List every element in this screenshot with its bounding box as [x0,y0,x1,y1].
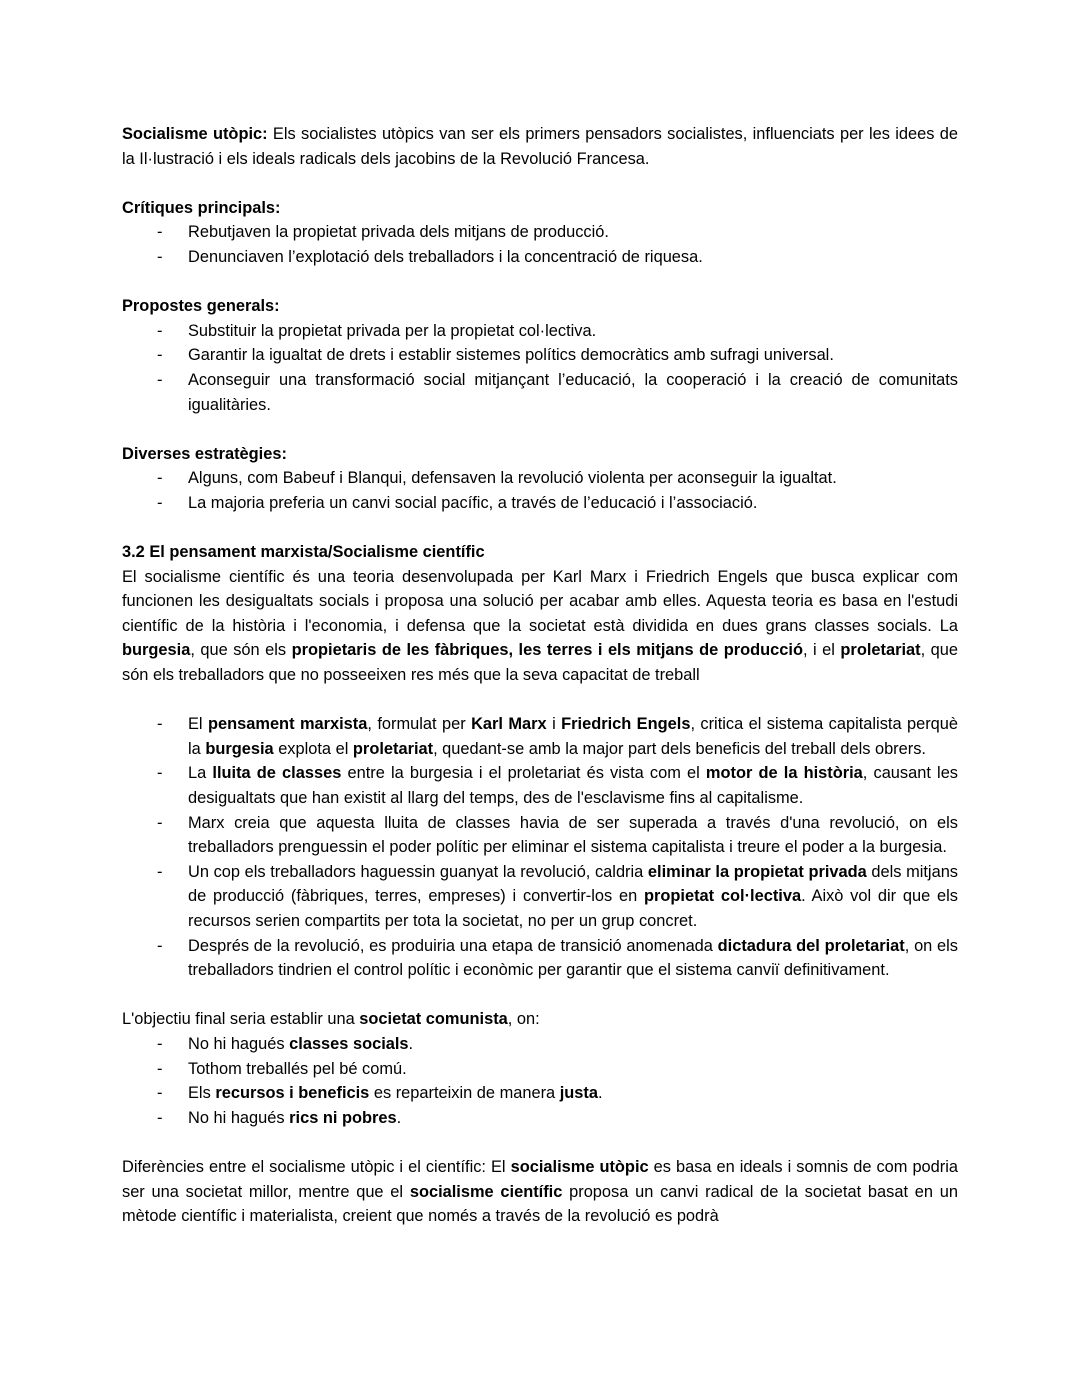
list-item [122,368,958,417]
list-item-text [188,814,958,857]
dash-bullet-icon: - [157,936,163,955]
emphasis-text: pensament marxista [208,715,368,734]
body-text: dels mitjans de producció (fàbriques, terres, empreses) i convertir-los en [188,862,958,906]
list-item-text [188,937,958,980]
body-text: El [188,715,208,734]
dash-bullet-icon: - [157,1084,163,1103]
list-item-text [188,1084,603,1102]
list-item [122,220,958,245]
dash-bullet-icon: - [157,862,163,881]
emphasis-text: societat comunista [359,1010,508,1029]
list-item-text [188,715,958,758]
proposals-list [122,319,958,417]
body-text: La [188,764,213,783]
list-item-text: La majoria preferia un canvi social pacífic, a través de l’educació i l’associació. [188,493,758,512]
list-item [122,1081,958,1106]
body-text: i [546,715,562,734]
proposals-heading: Propostes generals: [122,297,280,316]
dash-bullet-icon: - [157,346,163,365]
communist-society-list [122,1032,958,1130]
list-item-text [188,764,958,807]
body-text: Després de la revolució, es produiria una etapa de transició anomenada [188,936,718,955]
emphasis-text: eliminar la propietat privada [647,862,867,881]
marxist-bullet-list [122,712,958,983]
list-item [122,1057,958,1082]
list-item-text [188,1060,407,1078]
list-item-text: Garantir la igualtat de drets i establir sistemes polítics democràtics amb sufragi universal. [188,346,834,365]
list-item-text: Substituir la propietat privada per la propietat col·lectiva. [188,321,597,340]
list-item [122,860,958,934]
dash-bullet-icon: - [157,493,163,512]
list-item-text [188,1035,413,1053]
document-body [122,122,958,1229]
list-item [122,811,958,860]
list-item-text [188,863,958,930]
body-text: No hi hagués [188,1108,290,1127]
list-item [122,1106,958,1131]
list-item [122,934,958,983]
dash-bullet-icon: - [157,247,163,266]
list-item [122,319,958,344]
utopian-intro-text: Els socialistes utòpics van ser els primers pensadors socialistes, influenciats per les idees de la Il·lustració i els ideals radicals dels jacobins de la Revolució Francesa. [122,125,958,168]
list-item-text: Aconseguir una transformació social mitjançant l’educació, la cooperació i la creació de comunitats igualitàries. [188,370,958,414]
emphasis-text: propietat col·lectiva [644,887,802,906]
body-text: es reparteixin de manera [369,1084,560,1103]
spacer [122,1130,958,1155]
list-item-text: Rebutjaven la propietat privada dels mitjans de producció. [188,223,609,242]
critiques-list [122,220,958,269]
emphasis-text: burgesia [122,641,191,660]
body-text: , formulat per [367,715,472,734]
body-text: proposa un canvi radical de la societat basat en un mètode científic i materialista, creient que només a través de la revolució es podrà [122,1182,958,1226]
body-text: Els [188,1084,216,1103]
emphasis-text: Friedrich Engels [561,715,691,734]
body-text: , critica el sistema capitalista perquè la [188,715,959,758]
list-item [122,761,958,810]
marxist-paragraph [122,565,958,688]
list-item [122,466,958,491]
list-item-text: Denunciaven l’explotació dels treballadors i la concentració de riquesa. [188,247,703,266]
dash-bullet-icon: - [157,715,163,734]
list-item [122,491,958,516]
emphasis-text: recursos i beneficis [215,1084,370,1103]
emphasis-text: socialisme utòpic [510,1157,649,1176]
dash-bullet-icon: - [157,223,163,242]
body-text: Diferències entre el socialisme utòpic i el científic: El [122,1157,511,1176]
dash-bullet-icon: - [157,1059,163,1078]
emphasis-text: motor de la història [705,764,863,783]
list-item [122,712,958,761]
dash-bullet-icon: - [157,370,163,389]
spacer [122,983,958,1008]
body-text: , on: [507,1010,540,1029]
dash-bullet-icon: - [157,321,163,340]
body-text: Un cop els treballadors haguessin guanyat la revolució, caldria [188,862,648,881]
spacer [122,688,958,713]
spacer [122,516,958,541]
emphasis-text: proletariat [840,641,921,660]
emphasis-text: classes socials [289,1034,409,1053]
spacer [122,417,958,442]
list-item [122,343,958,368]
body-text: . Això vol dir que els recursos serien compartits per tota la societat, no per un grup concret. [188,887,958,930]
emphasis-text: burgesia [205,739,274,758]
body-text: No hi hagués [188,1034,290,1053]
dash-bullet-icon: - [157,764,163,783]
emphasis-text: socialisme científic [409,1182,563,1201]
body-text: , i el [802,641,841,660]
body-text: , que són els [190,641,292,660]
list-item [122,245,958,270]
emphasis-text: lluita de classes [212,764,342,783]
body-text: , que són els treballadors que no posseeixen res més que la seva capacitat de treball [122,641,958,685]
dash-bullet-icon: - [157,1034,163,1053]
list-item-text [188,1109,401,1127]
body-text: entre la burgesia i el proletariat és vista com el [341,764,706,783]
dash-bullet-icon: - [157,813,163,832]
body-text: L'objectiu final seria establir una [122,1010,360,1029]
body-text: explota el [273,739,353,758]
strategies-list [122,466,958,515]
dash-bullet-icon: - [157,469,163,488]
dash-bullet-icon: - [157,1108,163,1127]
emphasis-text: propietaris de les fàbriques, les terres i els mitjans de producció [291,641,803,660]
emphasis-text: Karl Marx [471,715,547,734]
spacer [122,270,958,295]
strategies-heading: Diverses estratègies: [122,444,287,463]
body-text: . [396,1108,402,1127]
communist-society-lead [122,1007,958,1032]
differences-paragraph [122,1155,958,1229]
utopian-intro-paragraph [122,122,958,171]
section-heading-3-2: 3.2 El pensament marxista/Socialisme científic [122,543,485,562]
emphasis-text: rics ni pobres [289,1108,397,1127]
utopian-intro-lead: Socialisme utòpic: [122,125,268,143]
emphasis-text: justa [559,1084,598,1103]
body-text: es basa en ideals i somnis de com podria ser una societat millor, mentre que el [122,1157,959,1201]
critiques-heading: Crítiques principals: [122,198,281,217]
body-text: El socialisme científic és una teoria desenvolupada per Karl Marx i Friedrich Engels que busca explicar com funcionen les desigualtats socials i proposa una solució per acabar amb elles. Aquesta teoria es basa en l'estudi científic de la història i l'economia, i defensa que la societat està dividida en dues grans classes socials. La [122,567,958,635]
body-text: , quedant-se amb la major part dels beneficis del treball dels obrers. [433,739,926,758]
body-text: Tothom treballés pel bé comú. [188,1059,407,1078]
body-text: , causant les desigualtats que han existit al llarg del temps, des de l'esclavisme fins al capitalisme. [188,764,959,808]
body-text: , on els treballadors tindrien el control polític i econòmic per garantir que el sistema canviï definitivament. [188,936,958,980]
list-item-text: Alguns, com Babeuf i Blanqui, defensaven la revolució violenta per aconseguir la igualtat. [188,469,837,488]
emphasis-text: dictadura del proletariat [717,936,905,955]
body-text: . [597,1084,603,1103]
list-item [122,1032,958,1057]
spacer [122,171,958,196]
body-text: . [408,1034,414,1053]
emphasis-text: proletariat [352,739,434,758]
body-text: Marx creia que aquesta lluita de classes havia de ser superada a través d'una revolució, on els treballadors prenguessin el poder polític per eliminar el sistema capitalista i treure el poder a la burgesia. [188,813,958,857]
